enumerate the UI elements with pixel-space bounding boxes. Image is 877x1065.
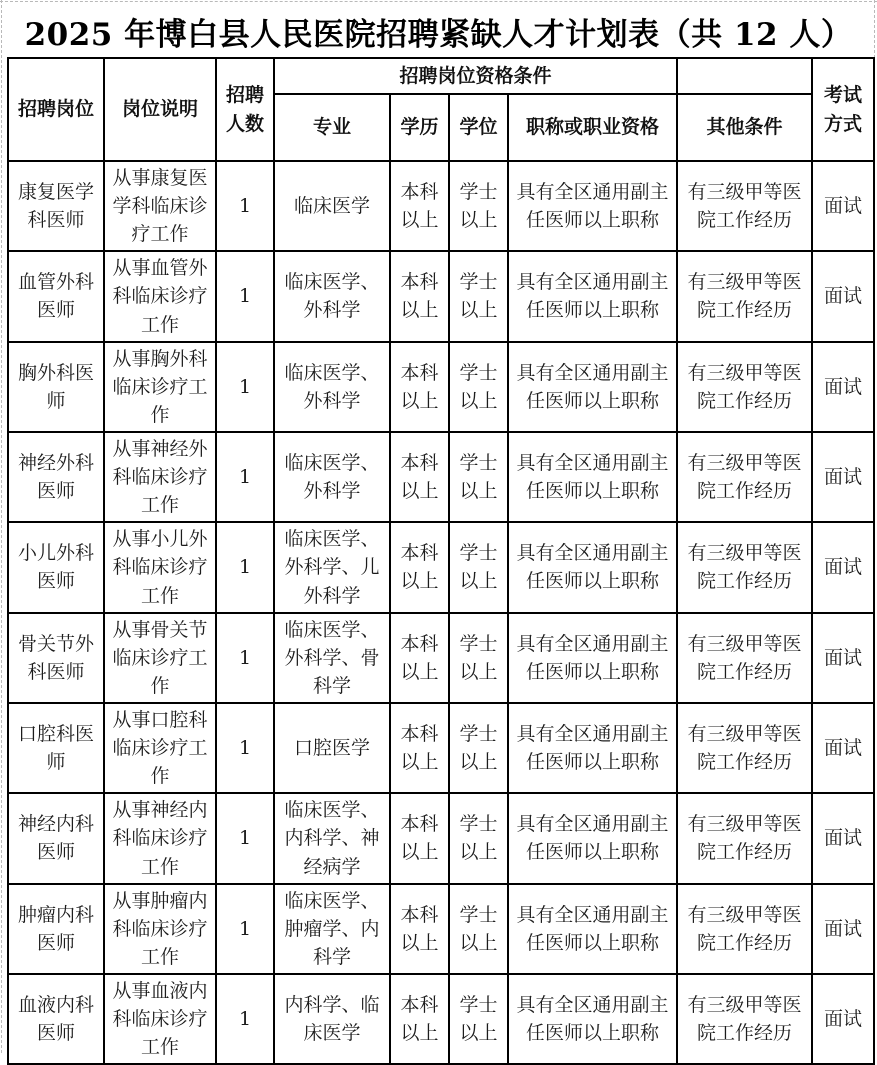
position-cell: 血液内科医师 — [8, 974, 104, 1064]
degree-cell: 学士以上 — [449, 703, 508, 793]
exam-method-cell: 面试 — [812, 793, 874, 883]
col-header-count: 招聘人数 — [216, 58, 274, 161]
title-qualification-cell: 具有全区通用副主任医师以上职称 — [508, 884, 677, 974]
education-cell: 本科以上 — [390, 342, 449, 432]
exam-method-cell: 面试 — [812, 884, 874, 974]
major-cell: 临床医学、外科学、儿外科学 — [274, 522, 390, 612]
position-cell: 骨关节外科医师 — [8, 613, 104, 703]
description-cell: 从事胸外科临床诊疗工作 — [104, 342, 216, 432]
count-cell: 1 — [216, 884, 274, 974]
count-cell: 1 — [216, 793, 274, 883]
other-conditions-cell: 有三级甲等医院工作经历 — [677, 251, 812, 341]
title-qualification-cell: 具有全区通用副主任医师以上职称 — [508, 703, 677, 793]
exam-method-cell: 面试 — [812, 974, 874, 1064]
description-cell: 从事肿瘤内科临床诊疗工作 — [104, 884, 216, 974]
other-conditions-cell: 有三级甲等医院工作经历 — [677, 161, 812, 251]
table-row — [8, 432, 874, 522]
title-qualification-cell: 具有全区通用副主任医师以上职称 — [508, 974, 677, 1064]
title-qualification-cell: 具有全区通用副主任医师以上职称 — [508, 793, 677, 883]
count-cell: 1 — [216, 161, 274, 251]
major-cell: 口腔医学 — [274, 703, 390, 793]
col-header-other-conditions: 其他条件 — [677, 94, 812, 161]
major-cell: 临床医学、外科学、骨科学 — [274, 613, 390, 703]
position-cell: 血管外科医师 — [8, 251, 104, 341]
header-row-group — [8, 58, 874, 94]
education-cell: 本科以上 — [390, 161, 449, 251]
table-body — [8, 161, 874, 1064]
count-cell: 1 — [216, 703, 274, 793]
exam-method-cell: 面试 — [812, 522, 874, 612]
col-header-qualifications-group: 招聘岗位资格条件 — [274, 58, 677, 94]
recruitment-table — [7, 57, 875, 1065]
title-qualification-cell: 具有全区通用副主任医师以上职称 — [508, 161, 677, 251]
other-conditions-cell: 有三级甲等医院工作经历 — [677, 342, 812, 432]
title-qualification-cell: 具有全区通用副主任医师以上职称 — [508, 342, 677, 432]
page-title: 2025 年博白县人民医院招聘紧缺人才计划表（共 12 人） — [24, 17, 853, 53]
col-header-title-or-qualification: 职称或职业资格 — [508, 94, 677, 161]
table-row — [8, 251, 874, 341]
major-cell: 临床医学、外科学 — [274, 342, 390, 432]
table-row — [8, 974, 874, 1064]
count-cell: 1 — [216, 522, 274, 612]
degree-cell: 学士以上 — [449, 974, 508, 1064]
table-row — [8, 613, 874, 703]
education-cell: 本科以上 — [390, 613, 449, 703]
position-cell: 胸外科医师 — [8, 342, 104, 432]
col-header-position: 招聘岗位 — [8, 58, 104, 161]
exam-method-cell: 面试 — [812, 161, 874, 251]
other-conditions-cell: 有三级甲等医院工作经历 — [677, 522, 812, 612]
count-cell: 1 — [216, 342, 274, 432]
degree-cell: 学士以上 — [449, 342, 508, 432]
table-row — [8, 522, 874, 612]
title-qualification-cell: 具有全区通用副主任医师以上职称 — [508, 432, 677, 522]
description-cell: 从事小儿外科临床诊疗工作 — [104, 522, 216, 612]
count-cell: 1 — [216, 432, 274, 522]
page-boundary-top — [0, 1, 877, 2]
description-cell: 从事血管外科临床诊疗工作 — [104, 251, 216, 341]
other-conditions-cell: 有三级甲等医院工作经历 — [677, 703, 812, 793]
table-row — [8, 703, 874, 793]
col-header-education: 学历 — [390, 94, 449, 161]
position-cell: 神经外科医师 — [8, 432, 104, 522]
major-cell: 临床医学、内科学、神经病学 — [274, 793, 390, 883]
other-conditions-cell: 有三级甲等医院工作经历 — [677, 613, 812, 703]
position-cell: 康复医学科医师 — [8, 161, 104, 251]
major-cell: 临床医学、肿瘤学、内科学 — [274, 884, 390, 974]
col-header-major: 专业 — [274, 94, 390, 161]
other-conditions-cell: 有三级甲等医院工作经历 — [677, 974, 812, 1064]
education-cell: 本科以上 — [390, 522, 449, 612]
title-qualification-cell: 具有全区通用副主任医师以上职称 — [508, 613, 677, 703]
col-header-exam: 考试方式 — [812, 58, 874, 161]
table-row — [8, 884, 874, 974]
title-qualification-cell: 具有全区通用副主任医师以上职称 — [508, 251, 677, 341]
col-header-description: 岗位说明 — [104, 58, 216, 161]
degree-cell: 学士以上 — [449, 613, 508, 703]
position-cell: 口腔科医师 — [8, 703, 104, 793]
degree-cell: 学士以上 — [449, 432, 508, 522]
col-header-other-spacer — [677, 58, 812, 94]
exam-method-cell: 面试 — [812, 251, 874, 341]
exam-method-cell: 面试 — [812, 342, 874, 432]
exam-method-cell: 面试 — [812, 432, 874, 522]
description-cell: 从事骨关节临床诊疗工作 — [104, 613, 216, 703]
table-row — [8, 342, 874, 432]
position-cell: 肿瘤内科医师 — [8, 884, 104, 974]
major-cell: 临床医学、外科学 — [274, 432, 390, 522]
table-row — [8, 161, 874, 251]
education-cell: 本科以上 — [390, 703, 449, 793]
degree-cell: 学士以上 — [449, 251, 508, 341]
degree-cell: 学士以上 — [449, 522, 508, 612]
exam-method-cell: 面试 — [812, 703, 874, 793]
description-cell: 从事血液内科临床诊疗工作 — [104, 974, 216, 1064]
degree-cell: 学士以上 — [449, 793, 508, 883]
education-cell: 本科以上 — [390, 432, 449, 522]
description-cell: 从事神经内科临床诊疗工作 — [104, 793, 216, 883]
table-row — [8, 793, 874, 883]
major-cell: 临床医学 — [274, 161, 390, 251]
education-cell: 本科以上 — [390, 884, 449, 974]
count-cell: 1 — [216, 251, 274, 341]
major-cell: 内科学、临床医学 — [274, 974, 390, 1064]
col-header-degree: 学位 — [449, 94, 508, 161]
title-qualification-cell: 具有全区通用副主任医师以上职称 — [508, 522, 677, 612]
education-cell: 本科以上 — [390, 251, 449, 341]
other-conditions-cell: 有三级甲等医院工作经历 — [677, 793, 812, 883]
other-conditions-cell: 有三级甲等医院工作经历 — [677, 432, 812, 522]
education-cell: 本科以上 — [390, 793, 449, 883]
major-cell: 临床医学、外科学 — [274, 251, 390, 341]
count-cell: 1 — [216, 613, 274, 703]
position-cell: 神经内科医师 — [8, 793, 104, 883]
description-cell: 从事神经外科临床诊疗工作 — [104, 432, 216, 522]
page-boundary-left — [1, 0, 2, 1053]
description-cell: 从事康复医学科临床诊疗工作 — [104, 161, 216, 251]
description-cell: 从事口腔科临床诊疗工作 — [104, 703, 216, 793]
degree-cell: 学士以上 — [449, 884, 508, 974]
exam-method-cell: 面试 — [812, 613, 874, 703]
degree-cell: 学士以上 — [449, 161, 508, 251]
education-cell: 本科以上 — [390, 974, 449, 1064]
position-cell: 小儿外科医师 — [8, 522, 104, 612]
count-cell: 1 — [216, 974, 274, 1064]
other-conditions-cell: 有三级甲等医院工作经历 — [677, 884, 812, 974]
